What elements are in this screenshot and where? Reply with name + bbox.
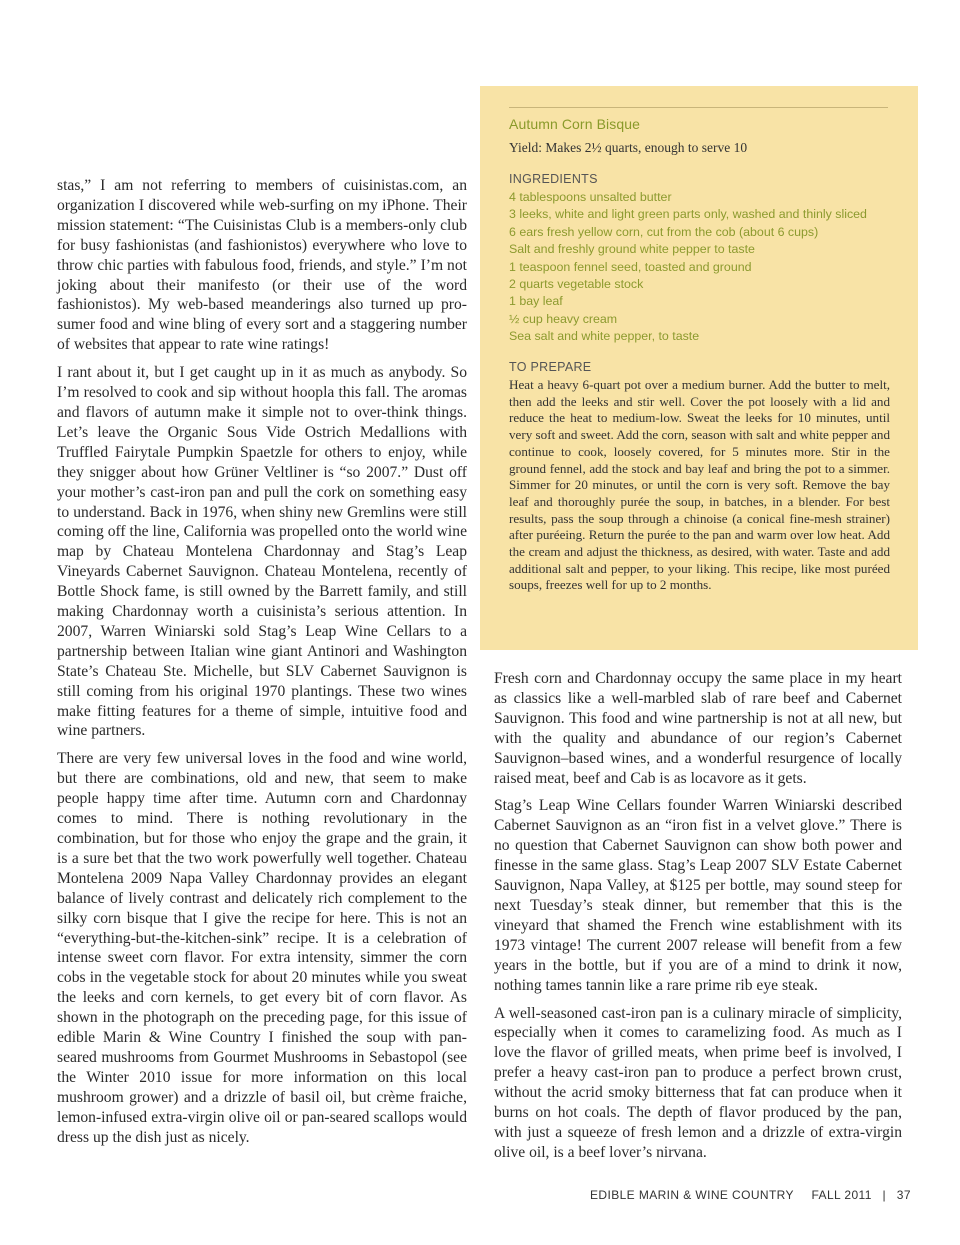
ingredient-item: 2 quarts vegetable stock [509,277,644,292]
recipe-sidebar [480,86,918,650]
article-paragraph: I rant about it, but I get caught up in it as much as anybody. So I’m resolved to cook and sip without hoopla this fall. The aromas and flavors of autumn make it simple not to over-think things. Let’s leave the Organic Sous Vide Ostrich Medallions with Truffled Fairytale Pumpkin Spaetzle for others to enjoy, while they snigger about how Grüner Veltliner is “so 2007.” Dust off your mother’s cast-iron pan and pull the cork on something easy to understand. Back in 1976, when shiny new Gremlins were still coming off the line, California was propelled onto the world wine map by Chateau Montelena Chardonnay and Stag’s Leap Vineyards Cabernet Sauvignon. Chateau Montelena, recently of Bottle Shock fame, is still owned by the Barrett family, and still making Chardonnay worth a cuisinista’s serious attention. In 2007, Warren Winiarski sold Stag’s Leap Wine Cellars to a partnership between Italian wine giant Antinori and Washington State’s Chateau Ste. Michelle, but SLV Cabernet Sauvignon is still coming from his original 1970 plantings. These two wines make fitting features for a theme of simple, intuitive food and wine partners. [57,364,467,740]
ingredients-list [509,189,867,346]
page-footer [590,1188,911,1202]
prepare-instructions: Heat a heavy 6-quart pot over a medium burner. Add the butter to melt, then add the leeks and stir well. Cover the pot loosely with a lid and reduce the heat to medium-low. Sweat the leeks for 10 minutes, until very soft and sweet. Add the corn, season with salt and white pepper and continue to cook, loosely covered, for 5 minutes more. Stir in the ground fennel, add the stock and bay leaf and bring the pot to a simmer. Simmer for 20 minutes, or until the corn is very soft. Remove the bay leaf and thoroughly purée the soup, in batches, in a blender. For best results, pass the soup through a chinoise (a conical fine-mesh strainer) after puréeing. Return the purée to the pan and warm over low heat. Add the cream and adjust the thickness, as desired, with water. Taste and add additional salt and pepper, to your liking. This recipe, like most puréed soups, freezes well for up to 2 months. [509,377,890,593]
publication-name: EDIBLE MARIN & WINE COUNTRY [590,1188,794,1202]
ingredient-item: 4 tablespoons unsalted butter [509,190,672,204]
ingredient-item: Salt and freshly ground white pepper to taste [509,242,755,257]
article-paragraph: stas,” I am not referring to members of cuisinistas.com, an organization I discovered while web-surfing on my iPhone. Their mission statement: “The Cuisinistas Club is a members-only club for busy fashionistas (and fashionistos) everywhere who love to throw chic parties with fabulous food, friends, and style.” I’m not joking about their manifesto (or their use of the word fashionistos). My web-based meanderings also turned up pro-sumer food and wine bling of every sort and a staggering number of websites that appear to rate wine ratings! [57,177,467,354]
right-article-column [494,669,902,1171]
recipe-title: Autumn Corn Bisque [509,116,640,132]
article-paragraph: There are very few universal loves in the food and wine world, but there are combinations, old and new, that seem to make people happy time after time. Autumn corn and Chardonnay comes to mind. There is nothing revolutionary in the combination, but for those who enjoy the grape and the grain, it is a sure bet that the two work powerfully well together. Chateau Montelena 2009 Napa Valley Chardonnay provides an elegant balance of lively contrast and delicately rich complement to the silky corn bisque that I give the recipe for here. This is not an “everything-but-the-kitchen-sink” recipe. It is a celebration of intense sweet corn flavor. For extra intensity, simmer the corn cobs in the vegetable stock for about 20 minutes while you sweat the leeks and corn kernels, to get every bit of corn flavor. As shown in the photograph on the preceding page, for this issue of edible Marin & Wine Country I finished the soup with pan-seared mushrooms from Gourmet Mushrooms in Sebastopol (see the Winter 2010 issue for more information on this local mushroom grower) and a drizzle of basil oil, but crème fraiche, lemon-infused extra-virgin olive oil or pan-seared scallops would dress up the dish just as nicely. [57,750,467,1146]
article-paragraph: Fresh corn and Chardonnay occupy the same place in my heart as classics like a well-marbled slab of rare beef and Cabernet Sauvignon. This food and wine partnership is not at all new, but with the quality and abundance of our region’s Cabernet Sauvignon–based wines, and a wonderful resurgence of locally raised meat, beef and Cab is as locavore as it gets. [494,670,902,787]
left-article-column [57,176,467,1156]
recipe-yield: Yield: Makes 2½ quarts, enough to serve 10 [509,140,748,155]
ingredient-item: ½ cup heavy cream [509,311,618,326]
recipe-divider [509,107,888,108]
ingredient-item: Sea salt and white pepper, to taste [509,329,700,344]
ingredients-heading: INGREDIENTS [509,172,598,186]
ingredient-item: 1 teaspoon fennel seed, toasted and ground [509,259,752,274]
footer-separator: | [882,1188,887,1202]
page-number: 37 [896,1188,911,1202]
article-paragraph: Stag’s Leap Wine Cellars founder Warren Winiarski described Cabernet Sauvignon as an “iron fist in a velvet glove.” There is no question that Cabernet Sauvignon can show both power and finesse in the same glass. Stag’s Leap 2007 SLV Estate Cabernet Sauvignon, Napa Valley, at $125 per bottle, may sound steep for next Tuesday’s steak dinner, but remember that this is the vineyard that shamed the French wine establishment with its 1973 vintage! The current 2007 release will benefit from a few years in the bottle, but if you are of a mind to drink it now, nothing tames tannin like a rare prime rib eye steak. [494,797,902,994]
prepare-heading: TO PREPARE [509,360,592,374]
ingredient-item: 3 leeks, white and light green parts only, washed and thinly sliced [509,207,867,222]
article-paragraph: A well-seasoned cast-iron pan is a culinary miracle of simplicity, especially when it comes to caramelizing food. As much as I love the flavor of grilled meats, when prime beef is involved, I prefer a heavy cast-iron pan to produce a perfect brown crust, without the acrid smoky bitterness that fat can produce when it burns on hot coals. The depth of flavor produced by the pan, with just a squeeze of fresh lemon and a drizzle of extra-virgin olive oil, is a beef lover’s nirvana. [494,1004,902,1161]
ingredient-item: 1 bay leaf [509,294,563,309]
ingredient-item: 6 ears fresh yellow corn, cut from the cob (about 6 cups) [509,224,819,239]
issue-label: FALL 2011 [811,1188,872,1202]
